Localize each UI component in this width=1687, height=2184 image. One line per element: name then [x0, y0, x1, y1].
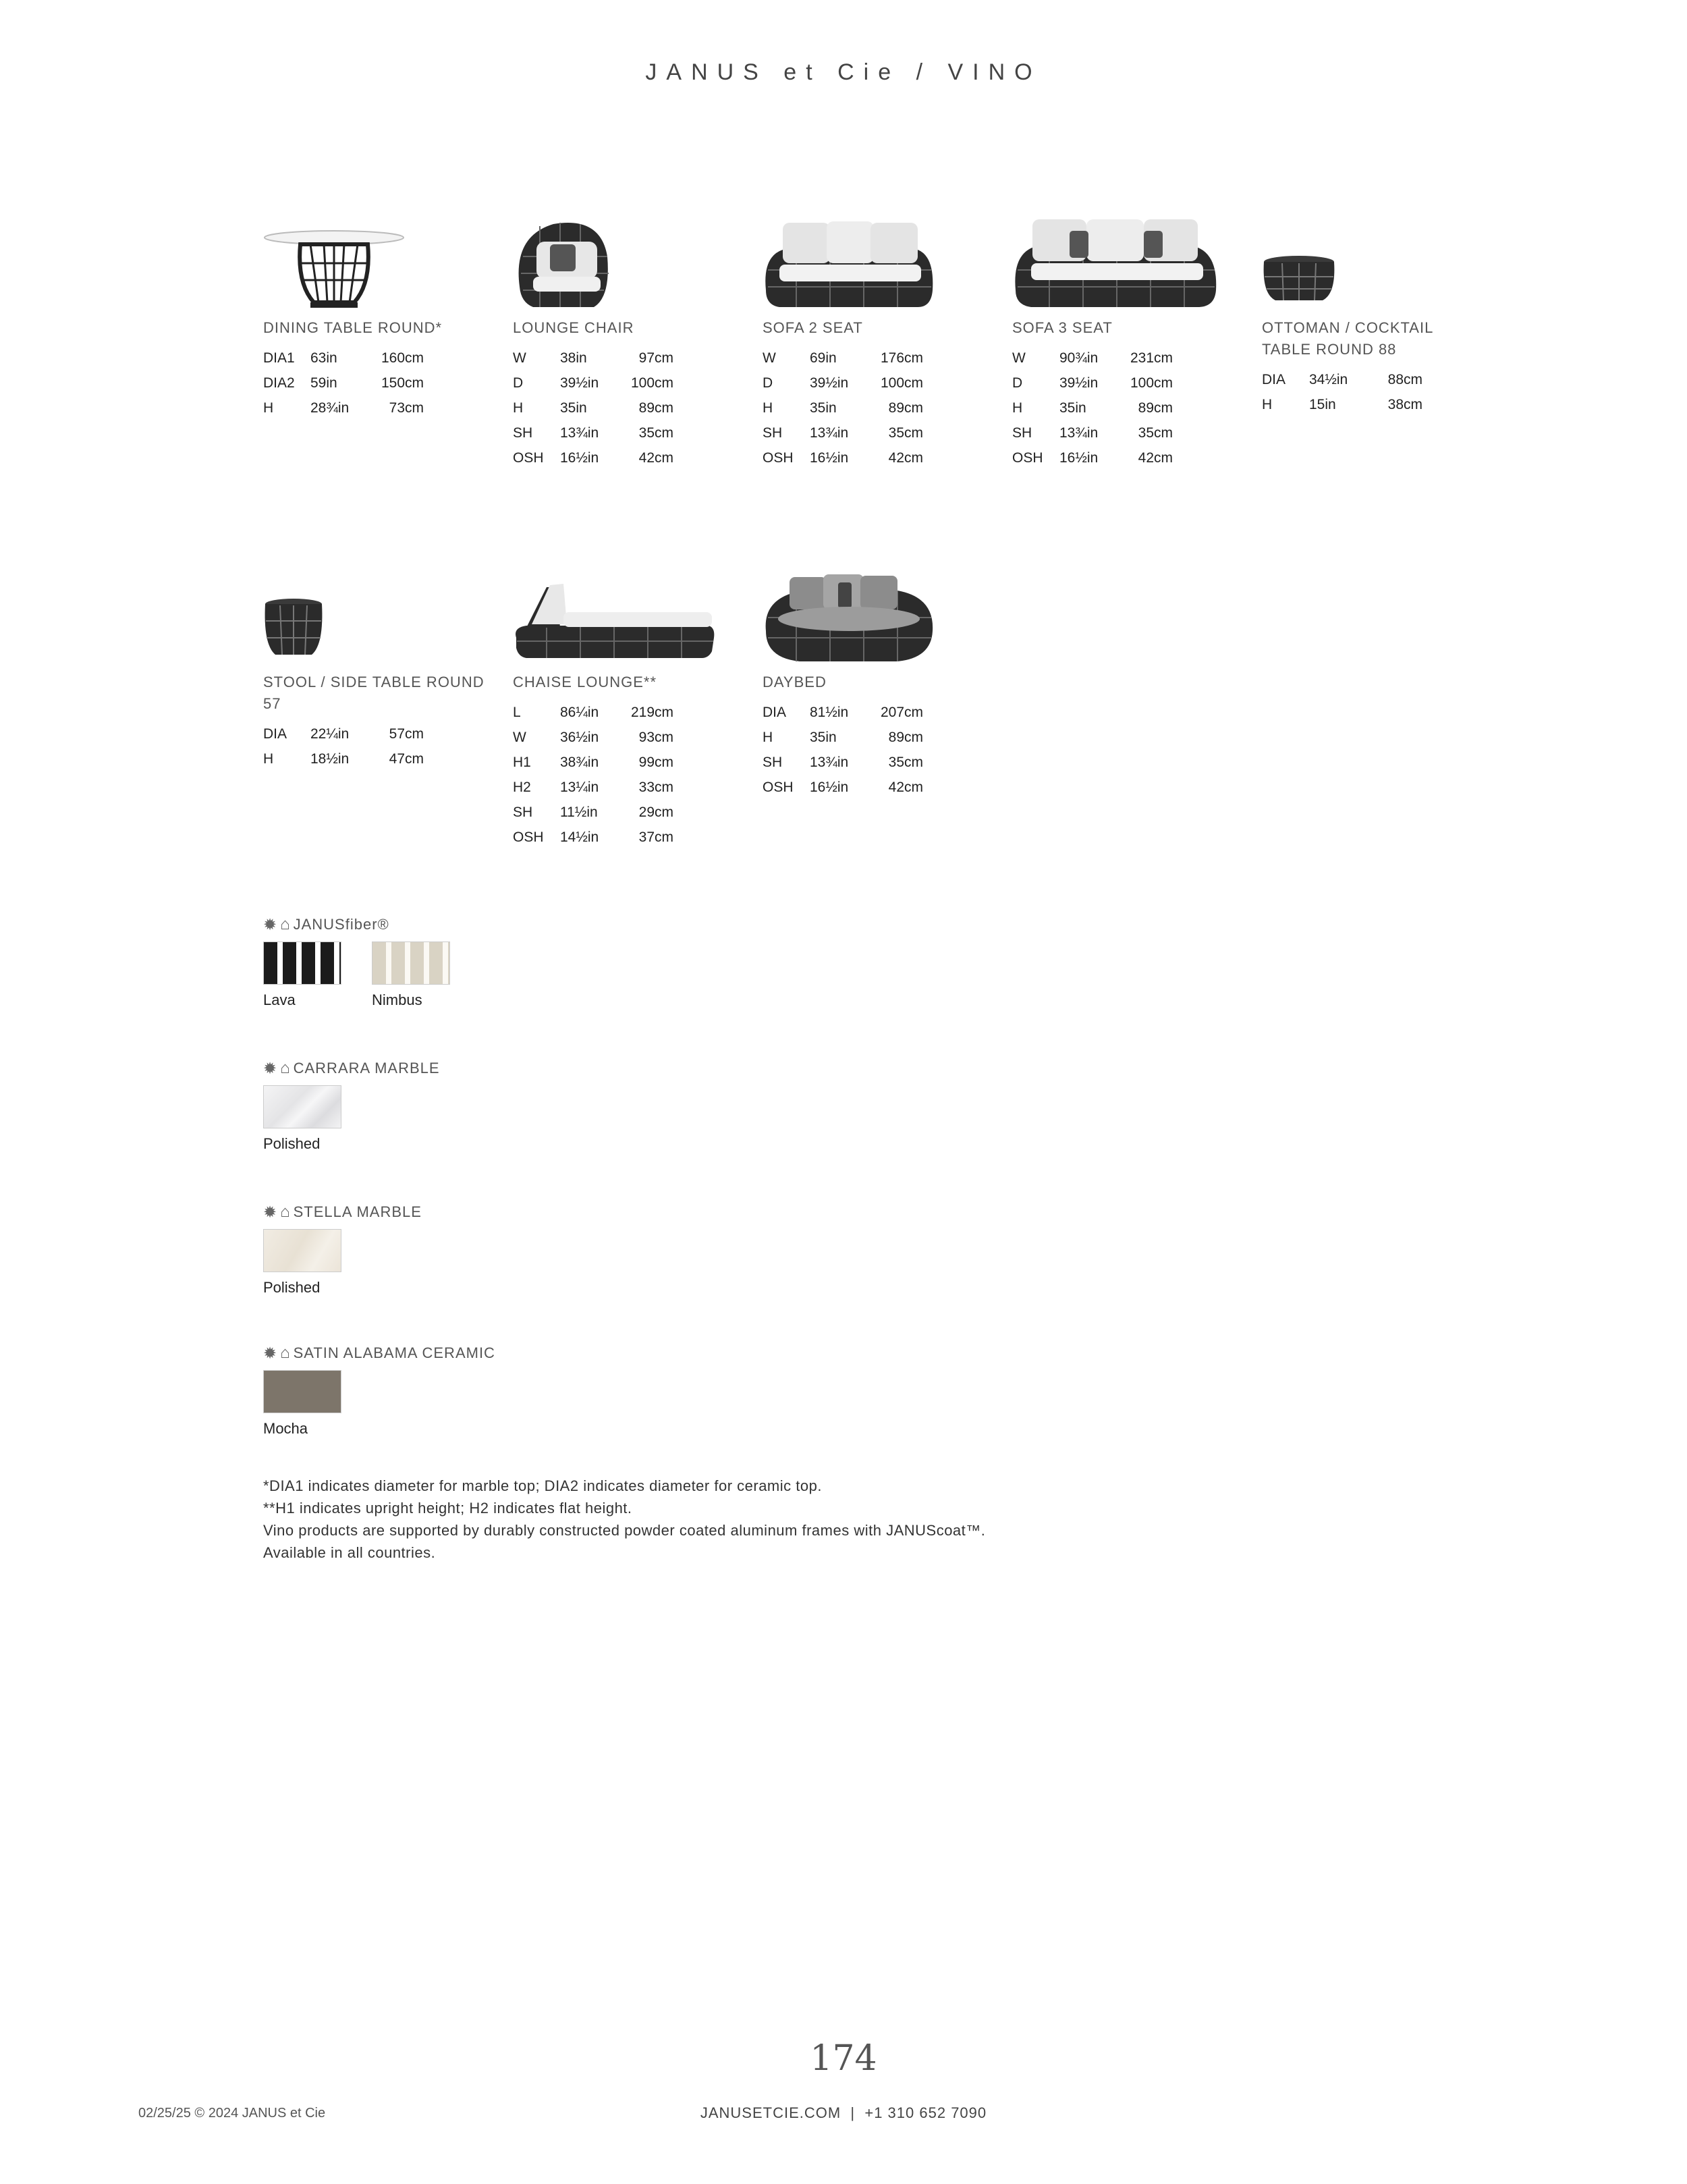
product-sofa-2-seat	[763, 216, 985, 470]
product-name: LOUNGE CHAIR	[513, 319, 634, 336]
spec-cm: 89cm	[888, 730, 923, 745]
material-title	[263, 1202, 422, 1222]
spec-table	[763, 700, 923, 800]
spec-in: 16½in	[1059, 450, 1099, 466]
spec-in: 13¼in	[560, 780, 599, 795]
spec-row	[763, 750, 923, 775]
spec-row	[1262, 392, 1422, 417]
spec-in: 35in	[810, 400, 837, 416]
spec-cm: 37cm	[638, 829, 673, 845]
swatch-lava-box	[263, 941, 341, 985]
material-title-text: JANUSfiber®	[293, 916, 389, 933]
spec-key: H2	[513, 780, 531, 795]
spec-key: W	[1012, 350, 1026, 366]
daybed-image	[763, 570, 965, 672]
spec-in: 13¾in	[560, 425, 599, 441]
spec-in: 13¾in	[810, 755, 849, 770]
house-icon: ⌂	[280, 1059, 291, 1077]
spec-cm: 42cm	[888, 780, 923, 795]
product-name: SOFA 3 SEAT	[1012, 319, 1113, 336]
spec-key: DIA	[763, 705, 787, 720]
house-icon: ⌂	[280, 915, 291, 933]
footnotes	[263, 1475, 985, 1564]
product-chaise-lounge	[513, 570, 736, 850]
spec-key: H	[513, 400, 524, 416]
swatch-list	[263, 1085, 440, 1153]
spec-in: 90¾in	[1059, 350, 1099, 366]
swatch-mocha-box	[263, 1370, 341, 1413]
swatch-mocha[interactable]	[263, 1370, 341, 1438]
material-janusfiber	[263, 914, 450, 1009]
spec-cm: 42cm	[1138, 450, 1173, 466]
spec-row	[513, 700, 673, 725]
spec-cm: 160cm	[381, 350, 424, 366]
spec-key: OSH	[513, 450, 544, 466]
house-icon: ⌂	[280, 1203, 291, 1221]
ottoman-image	[1262, 216, 1464, 317]
spec-cm: 35cm	[888, 425, 923, 441]
spec-cm: 35cm	[888, 755, 923, 770]
material-title-text: SATIN ALABAMA CERAMIC	[293, 1344, 495, 1361]
spec-row	[1012, 420, 1173, 445]
spec-in: 35in	[810, 730, 837, 745]
lounge-chair-image	[513, 216, 715, 317]
spec-cm: 97cm	[638, 350, 673, 366]
spec-key: H	[263, 751, 274, 767]
spec-key: W	[763, 350, 776, 366]
spec-cm: 88cm	[1387, 372, 1422, 387]
product-ottoman	[1262, 216, 1485, 417]
spec-row	[1012, 395, 1173, 420]
spec-cm: 99cm	[638, 755, 673, 770]
spec-in: 38¾in	[560, 755, 599, 770]
swatch-nimbus[interactable]	[372, 941, 450, 1009]
spec-row	[763, 395, 923, 420]
spec-key: SH	[1012, 425, 1032, 441]
spec-key: D	[763, 375, 773, 391]
spec-table	[763, 346, 923, 470]
spec-key: SH	[763, 425, 783, 441]
page-header: JANUS et Cie / VINO	[645, 59, 1042, 85]
swatch-carrara-box	[263, 1085, 341, 1128]
spec-cm: 33cm	[638, 780, 673, 795]
sun-icon: ✹	[263, 1203, 278, 1222]
spec-row	[763, 346, 923, 371]
spec-in: 13¾in	[810, 425, 849, 441]
spec-key: SH	[513, 425, 533, 441]
product-name: OTTOMAN / COCKTAIL TABLE ROUND 88	[1262, 319, 1433, 358]
product-sofa-3-seat	[1012, 216, 1235, 470]
spec-row	[1262, 367, 1422, 392]
spec-row	[763, 445, 923, 470]
spec-in: 11½in	[560, 804, 598, 820]
spec-key: H	[1262, 397, 1273, 412]
spec-row	[263, 371, 424, 395]
product-name: CHAISE LOUNGE**	[513, 674, 657, 690]
material-title-text: STELLA MARBLE	[293, 1203, 422, 1220]
material-title-text: CARRARA MARBLE	[293, 1060, 440, 1076]
sun-icon: ✹	[263, 1344, 278, 1363]
spec-key: SH	[513, 804, 533, 820]
spec-row	[513, 825, 673, 850]
spec-key: OSH	[513, 829, 544, 845]
spec-in: 63in	[310, 350, 337, 366]
spec-row	[263, 746, 424, 771]
spec-row	[513, 395, 673, 420]
spec-in: 16½in	[560, 450, 599, 466]
spec-row	[513, 800, 673, 825]
spec-table	[513, 700, 673, 850]
spec-key: W	[513, 730, 526, 745]
spec-in: 14½in	[560, 829, 599, 845]
spec-key: DIA	[1262, 372, 1286, 387]
spec-in: 59in	[310, 375, 337, 391]
spec-key: H	[763, 400, 773, 416]
swatch-label: Lava	[263, 991, 296, 1008]
spec-in: 18½in	[310, 751, 350, 767]
spec-in: 39½in	[810, 375, 849, 391]
spec-table	[263, 346, 424, 420]
sofa-2-seat-image	[763, 216, 965, 317]
chaise-lounge-image	[513, 570, 715, 672]
spec-key: L	[513, 705, 521, 720]
spec-row	[513, 750, 673, 775]
spec-table	[1012, 346, 1173, 470]
swatch-label: Polished	[263, 1279, 321, 1296]
spec-cm: 150cm	[381, 375, 424, 391]
spec-row	[513, 725, 673, 750]
spec-table	[513, 346, 673, 470]
product-dining-table	[263, 216, 486, 420]
spec-cm: 219cm	[630, 705, 673, 720]
spec-key: H1	[513, 755, 531, 770]
spec-in: 22¼in	[310, 726, 350, 742]
spec-row	[263, 395, 424, 420]
spec-cm: 57cm	[389, 726, 424, 742]
spec-key: OSH	[1012, 450, 1043, 466]
sun-icon: ✹	[263, 915, 278, 934]
spec-row	[513, 346, 673, 371]
swatch-stella-box	[263, 1229, 341, 1272]
spec-cm: 100cm	[880, 375, 923, 391]
footnote: Vino products are supported by durably constructed powder coated aluminum frames with JANUScoat™.	[263, 1522, 986, 1539]
swatch-label: Polished	[263, 1135, 321, 1152]
page-number: 174	[810, 2038, 877, 2079]
spec-in: 15in	[1309, 397, 1336, 412]
spec-key: H	[763, 730, 773, 745]
spec-row	[513, 371, 673, 395]
spec-key: OSH	[763, 450, 794, 466]
footnote: *DIA1 indicates diameter for marble top; DIA2 indicates diameter for ceramic top.	[263, 1477, 822, 1494]
sun-icon: ✹	[263, 1059, 278, 1078]
spec-cm: 42cm	[638, 450, 673, 466]
spec-cm: 38cm	[1387, 397, 1422, 412]
spec-cm: 100cm	[1130, 375, 1173, 391]
spec-cm: 89cm	[638, 400, 673, 416]
spec-table	[263, 721, 424, 771]
material-title	[263, 1058, 440, 1079]
dining-table-image	[263, 216, 466, 317]
spec-key: OSH	[763, 780, 794, 795]
spec-in: 38in	[560, 350, 587, 366]
spec-in: 28¾in	[310, 400, 350, 416]
swatch-lava[interactable]	[263, 941, 341, 1009]
spec-in: 69in	[810, 350, 837, 366]
spec-row	[763, 725, 923, 750]
footer-copyright: 02/25/25 © 2024 JANUS et Cie	[138, 2106, 326, 2121]
spec-table	[1262, 367, 1422, 417]
spec-key: SH	[763, 755, 783, 770]
spec-in: 86¼in	[560, 705, 599, 720]
spec-row	[1012, 371, 1173, 395]
spec-key: W	[513, 350, 526, 366]
footer-contact[interactable]: JANUSETCIE.COM | +1 310 652 7090	[700, 2104, 987, 2121]
spec-row	[763, 371, 923, 395]
spec-row	[1012, 346, 1173, 371]
spec-row	[513, 445, 673, 470]
spec-cm: 29cm	[638, 804, 673, 820]
spec-in: 16½in	[810, 450, 849, 466]
spec-row	[513, 420, 673, 445]
spec-cm: 207cm	[880, 705, 923, 720]
spec-row	[763, 775, 923, 800]
product-lounge-chair	[513, 216, 736, 470]
spec-cm: 47cm	[389, 751, 424, 767]
spec-row	[513, 775, 673, 800]
stool-image	[263, 570, 466, 672]
house-icon: ⌂	[280, 1344, 291, 1362]
swatch-stella-polished[interactable]	[263, 1229, 341, 1296]
swatch-carrara-polished[interactable]	[263, 1085, 341, 1153]
spec-in: 39½in	[560, 375, 599, 391]
spec-key: D	[1012, 375, 1023, 391]
spec-row	[763, 700, 923, 725]
spec-in: 34½in	[1309, 372, 1348, 387]
swatch-nimbus-box	[372, 941, 450, 985]
spec-cm: 89cm	[888, 400, 923, 416]
material-title	[263, 914, 450, 935]
spec-cm: 89cm	[1138, 400, 1173, 416]
footnote: **H1 indicates upright height; H2 indicates flat height.	[263, 1500, 632, 1517]
product-stool	[263, 570, 486, 771]
product-daybed	[763, 570, 985, 800]
spec-key: H	[1012, 400, 1023, 416]
sofa-3-seat-image	[1012, 216, 1215, 317]
material-title	[263, 1343, 495, 1363]
material-stella-marble	[263, 1202, 422, 1296]
spec-cm: 42cm	[888, 450, 923, 466]
spec-key: DIA	[263, 726, 287, 742]
spec-row	[263, 721, 424, 746]
spec-cm: 93cm	[638, 730, 673, 745]
spec-cm: 100cm	[630, 375, 673, 391]
spec-row	[763, 420, 923, 445]
footnote: Available in all countries.	[263, 1544, 436, 1561]
material-satin-alabama-ceramic	[263, 1343, 495, 1438]
material-carrara-marble	[263, 1058, 440, 1153]
spec-cm: 35cm	[638, 425, 673, 441]
swatch-list	[263, 941, 450, 1009]
spec-in: 81½in	[810, 705, 849, 720]
spec-in: 35in	[560, 400, 587, 416]
product-name: DAYBED	[763, 674, 827, 690]
swatch-label: Mocha	[263, 1420, 308, 1437]
swatch-list	[263, 1229, 422, 1296]
swatch-label: Nimbus	[372, 991, 422, 1008]
spec-key: H	[263, 400, 274, 416]
swatch-list	[263, 1370, 495, 1438]
spec-key: D	[513, 375, 524, 391]
spec-in: 13¾in	[1059, 425, 1099, 441]
product-name: SOFA 2 SEAT	[763, 319, 863, 336]
spec-cm: 231cm	[1130, 350, 1173, 366]
spec-in: 36½in	[560, 730, 599, 745]
spec-key: DIA1	[263, 350, 295, 366]
spec-cm: 176cm	[880, 350, 923, 366]
spec-in: 16½in	[810, 780, 849, 795]
spec-cm: 35cm	[1138, 425, 1173, 441]
spec-in: 39½in	[1059, 375, 1099, 391]
spec-cm: 73cm	[389, 400, 424, 416]
spec-in: 35in	[1059, 400, 1086, 416]
spec-key: DIA2	[263, 375, 295, 391]
product-name: DINING TABLE ROUND*	[263, 319, 443, 336]
spec-row	[1012, 445, 1173, 470]
spec-row	[263, 346, 424, 371]
product-name: STOOL / SIDE TABLE ROUND 57	[263, 674, 485, 712]
